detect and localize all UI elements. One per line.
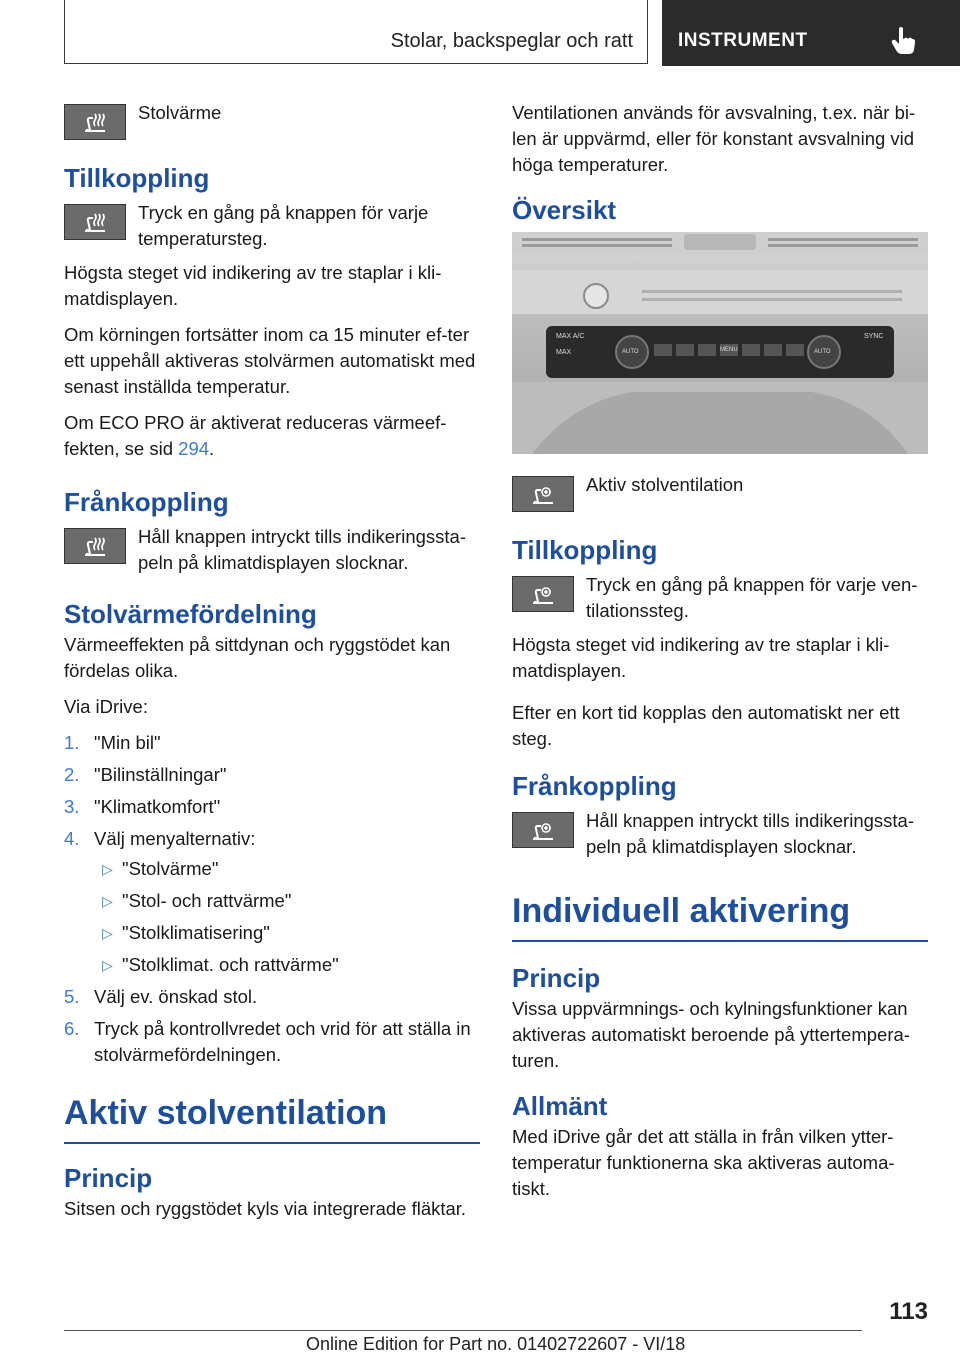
step-text: Tryck på kontrollvredet och vrid för att ställa in stolvärmefördelningen. <box>94 1018 471 1065</box>
seat-vent-icon <box>529 482 557 506</box>
triangle-bullet-icon: ▷ <box>102 893 113 909</box>
seat-heating-row <box>64 100 480 140</box>
paragraph: Sitsen och ryggstödet kyls via integrerade fläktar. <box>64 1198 467 1219</box>
menu-options <box>94 856 480 978</box>
off-instruction-row <box>512 808 928 860</box>
step-number: 1. <box>64 732 80 753</box>
paragraph: Vissa uppvärmnings- och kylningsfunktioner kan aktiveras automatiskt beroende på yttertempera-turen. <box>512 998 910 1071</box>
list-item <box>94 888 480 914</box>
paragraph: Om körningen fortsätter inom ca 15 minuter ef-ter ett uppehåll aktiveras stolvärmen automatiskt med senast inställda temperatur. <box>64 324 476 397</box>
seat-heating-button-icon <box>64 204 126 240</box>
off-instruction-row <box>64 524 480 576</box>
left-column <box>64 100 480 1232</box>
list-item <box>64 1016 480 1068</box>
list-item <box>64 762 480 788</box>
pointing-hand-icon <box>890 26 916 56</box>
triangle-bullet-icon: ▷ <box>102 957 113 973</box>
seat-heating-button-icon <box>64 528 126 564</box>
panel-label-menu: MENU <box>720 347 738 353</box>
list-item <box>64 794 480 820</box>
heading-overview: Översikt <box>512 195 617 225</box>
seat-vent-icon <box>529 818 557 842</box>
panel-label-auto-right: AUTO <box>814 349 831 355</box>
section-title: Stolar, backspeglar och ratt <box>390 30 633 52</box>
step-number: 4. <box>64 828 80 849</box>
heading-principle: Princip <box>64 1163 153 1193</box>
heading-distribution: Stolvärmefördelning <box>64 599 317 629</box>
heading-principle: Princip <box>512 963 601 993</box>
seat-heat-icon <box>81 534 109 558</box>
heading-off: Frånkoppling <box>64 487 229 517</box>
heading-general: Allmänt <box>512 1091 608 1121</box>
paragraph: Med iDrive går det att ställa in från vilken ytter-temperatur funktionerna ska aktiveras automa-tiskt. <box>512 1126 895 1199</box>
off-instruction-text: Håll knappen intryckt tills indikeringssta-peln på klimatdisplayen slocknar. <box>586 810 914 857</box>
heading-on: Tillkoppling <box>64 163 210 193</box>
triangle-bullet-icon: ▷ <box>102 925 113 941</box>
panel-label-max-ac: MAX A/C <box>556 333 585 340</box>
seat-heating-button-icon <box>64 104 126 140</box>
seat-heat-icon <box>81 110 109 134</box>
climate-panel-illustration <box>512 232 928 454</box>
right-column <box>512 100 928 1212</box>
on-instruction-row <box>512 572 928 624</box>
heading-individual-activation: Individuell aktivering <box>512 890 928 942</box>
page-header <box>64 0 960 66</box>
seat-vent-icon <box>529 582 557 606</box>
step-number: 6. <box>64 1018 80 1039</box>
step-number: 2. <box>64 764 80 785</box>
idrive-steps <box>64 730 480 1068</box>
heading-active-ventilation: Aktiv stolventilation <box>64 1092 480 1144</box>
seat-ventilation-row <box>512 472 928 512</box>
seat-ventilation-button-icon <box>512 576 574 612</box>
seat-heat-icon <box>81 210 109 234</box>
step-text: "Bilinställningar" <box>94 764 227 785</box>
list-item <box>64 730 480 756</box>
on-instruction-row <box>64 200 480 252</box>
paragraph: Efter en kort tid kopplas den automatiskt ner ett steg. <box>512 702 900 749</box>
list-item <box>94 920 480 946</box>
paragraph <box>64 410 480 462</box>
step-number: 3. <box>64 796 80 817</box>
climate-panel-photo <box>512 232 928 454</box>
panel-label-auto-left: AUTO <box>622 349 639 355</box>
step-text: Välj ev. önskad stol. <box>94 986 258 1007</box>
paragraph: Via iDrive: <box>64 696 148 717</box>
seat-ventilation-button-icon <box>512 812 574 848</box>
list-item <box>94 856 480 882</box>
page-reference-link[interactable]: 294 <box>178 438 210 459</box>
chapter-tab <box>662 0 960 66</box>
footer-edition: Online Edition for Part no. 01402722607 - VI/18 <box>306 1334 686 1354</box>
option-text: "Stolvärme" <box>122 858 219 879</box>
on-instruction-text: Tryck en gång på knappen för varje ven-tilationssteg. <box>586 574 918 621</box>
step-text: "Min bil" <box>94 732 161 753</box>
triangle-bullet-icon: ▷ <box>102 861 113 877</box>
step-text: "Klimatkomfort" <box>94 796 221 817</box>
list-item <box>94 952 480 978</box>
seat-ventilation-button-icon <box>512 476 574 512</box>
page-number: 113 <box>889 1298 928 1325</box>
paragraph: Högsta steget vid indikering av tre staplar i kli-matdisplayen. <box>512 634 890 681</box>
panel-label-sync: SYNC <box>864 333 884 340</box>
option-text: "Stol- och rattvärme" <box>122 890 292 911</box>
off-instruction-text: Håll knappen intryckt tills indikeringssta-peln på klimatdisplayen slocknar. <box>138 526 466 573</box>
heading-off: Frånkoppling <box>512 771 677 801</box>
paragraph: Ventilationen används för avsvalning, t.ex. när bi-len är uppvärmd, eller för konstant avsvalning vid höga temperaturer. <box>512 102 916 175</box>
seat-heating-label: Stolvärme <box>138 102 222 123</box>
seat-ventilation-label: Aktiv stolventilation <box>586 474 744 495</box>
chapter-title: INSTRUMENT <box>678 30 808 51</box>
panel-label-max: MAX <box>556 349 572 356</box>
list-item <box>64 826 480 978</box>
footer-divider <box>64 1330 862 1331</box>
paragraph: Högsta steget vid indikering av tre staplar i kli-matdisplayen. <box>64 262 442 309</box>
on-instruction-text: Tryck en gång på knappen för varje temperatursteg. <box>138 202 429 249</box>
option-text: "Stolklimat. och rattvärme" <box>122 954 339 975</box>
step-text: Välj menyalternativ: <box>94 828 256 849</box>
step-number: 5. <box>64 986 80 1007</box>
section-tab <box>64 0 648 64</box>
list-item <box>64 984 480 1010</box>
paragraph-text: . <box>209 438 215 459</box>
heading-on: Tillkoppling <box>512 535 658 565</box>
option-text: "Stolklimatisering" <box>122 922 270 943</box>
paragraph: Värmeeffekten på sittdynan och ryggstödet kan fördelas olika. <box>64 634 451 681</box>
paragraph-text: Om ECO PRO är aktiverat reduceras värmeef-fekten, se sid <box>64 412 447 459</box>
